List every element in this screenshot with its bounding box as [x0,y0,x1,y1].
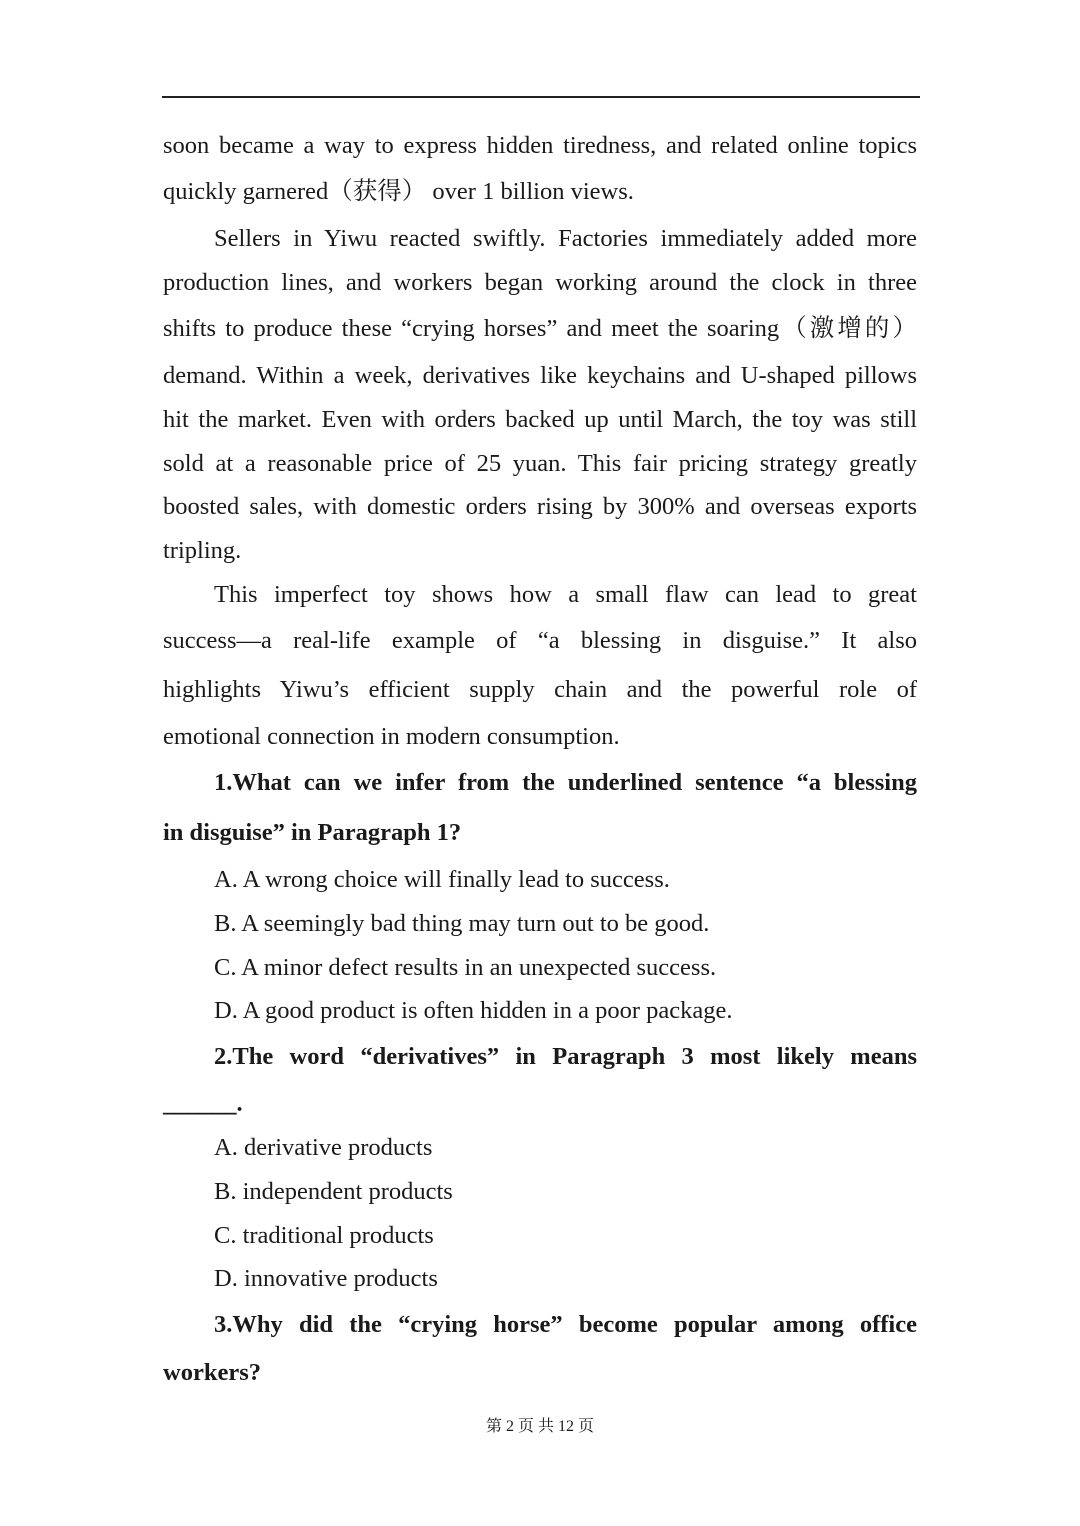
question-1-option-d: D. A good product is often hidden in a poor package. [214,997,733,1024]
passage-line: emotional connection in modern consumption. [163,723,620,750]
passage-line: soon became a way to express hidden tiredness, and related online topics [163,132,917,159]
passage-line: This imperfect toy shows how a small flaw can lead to great [214,581,917,608]
passage-line: sold at a reasonable price of 25 yuan. This fair pricing strategy greatly [163,450,917,477]
question-2-stem: 2.The word “derivatives” in Paragraph 3 most likely means [214,1043,917,1070]
question-3-stem: workers? [163,1359,261,1386]
passage-line: tripling. [163,537,242,564]
question-2-blank: ______. [163,1090,243,1117]
passage-line: Sellers in Yiwu reacted swiftly. Factories immediately added more [214,225,917,252]
passage-line: boosted sales, with domestic orders rising by 300% and overseas exports [163,493,917,520]
question-3-stem: 3.Why did the “crying horse” become popular among office [214,1311,917,1338]
question-1-option-a: A. A wrong choice will finally lead to success. [214,866,670,893]
header-rule [162,96,920,98]
passage-line: demand. Within a week, derivatives like keychains and U-shaped pillows [163,362,917,389]
question-2-option-d: D. innovative products [214,1265,438,1292]
passage-line: shifts to produce these “crying horses” and meet the soaring（激增的） [163,315,917,342]
passage-line: production lines, and workers began working around the clock in three [163,269,917,296]
question-2-option-a: A. derivative products [214,1134,433,1161]
question-1-stem: in disguise” in Paragraph 1? [163,819,462,846]
passage-line: highlights Yiwu’s efficient supply chain and the powerful role of [163,676,917,703]
question-1-option-c: C. A minor defect results in an unexpected success. [214,954,717,981]
passage-line: quickly garnered（获得） over 1 billion views. [163,178,634,205]
passage-line: hit the market. Even with orders backed up until March, the toy was still [163,406,917,433]
question-2-option-b: B. independent products [214,1178,453,1205]
page-number: 第 2 页 共 12 页 [485,1418,594,1435]
question-2-option-c: C. traditional products [214,1222,434,1249]
passage-line: success—a real-life example of “a blessing in disguise.” It also [163,627,917,654]
question-1-stem: 1.What can we infer from the underlined sentence “a blessing [214,769,917,796]
question-1-option-b: B. A seemingly bad thing may turn out to be good. [214,910,710,937]
